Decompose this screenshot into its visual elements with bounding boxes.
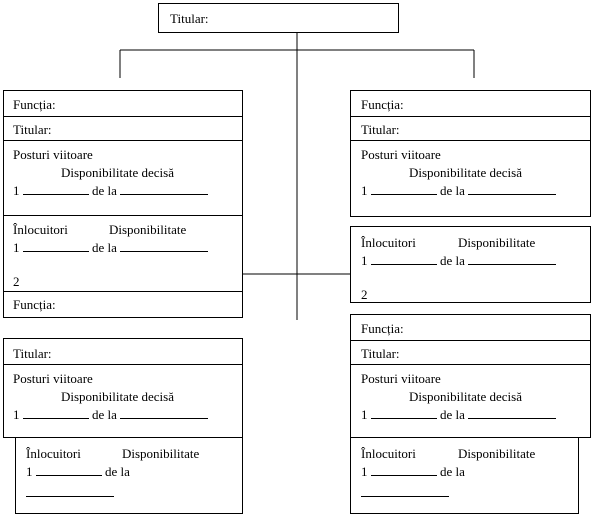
functia-label: Funcția: — [361, 321, 404, 336]
de-la-label: de la — [440, 407, 465, 422]
number-one: 1 — [361, 183, 368, 198]
functia-label: Funcția: — [13, 297, 56, 312]
blank-line — [468, 183, 556, 195]
titular-label: Titular: — [13, 346, 52, 361]
titular-label: Titular: — [361, 122, 400, 137]
blank-line — [120, 183, 208, 195]
disponibilitate-label: Disponibilitate — [458, 235, 536, 250]
blank-line — [371, 253, 437, 265]
de-la-label: de la — [92, 407, 117, 422]
de-la-label: de la — [440, 464, 465, 479]
functia-label: Funcția: — [361, 97, 404, 112]
number-one: 1 — [13, 240, 20, 255]
inlocuitori-label: Înlocuitori — [361, 446, 416, 461]
number-two: 2 — [13, 274, 20, 286]
blank-line — [23, 183, 89, 195]
disponibilitate-label: Disponibilitate — [122, 446, 200, 461]
blank-line — [468, 253, 556, 265]
blank-line — [23, 240, 89, 252]
disponibilitate-decisa-label: Disponibilitate decisă — [61, 389, 175, 404]
disponibilitate-decisa-label: Disponibilitate decisă — [61, 165, 175, 180]
blank-line — [26, 485, 114, 497]
blank-line — [371, 407, 437, 419]
top-titular-box — [158, 3, 399, 33]
left-replacements-card — [15, 437, 243, 514]
posturi-viitoare-label: Posturi viitoare — [361, 371, 441, 386]
inlocuitori-label: Înlocuitori — [361, 235, 416, 250]
blank-line — [36, 464, 102, 476]
de-la-label: de la — [92, 240, 117, 255]
right-position-card — [350, 90, 591, 217]
right-lower-card — [350, 314, 591, 438]
blank-line — [371, 464, 437, 476]
number-one: 1 — [13, 407, 20, 422]
disponibilitate-label: Disponibilitate — [458, 446, 536, 461]
number-one: 1 — [13, 183, 20, 198]
disponibilitate-label: Disponibilitate — [109, 222, 187, 237]
de-la-label: de la — [92, 183, 117, 198]
disponibilitate-decisa-label: Disponibilitate decisă — [409, 165, 523, 180]
left-position-card — [3, 90, 243, 318]
number-one: 1 — [26, 464, 33, 479]
disponibilitate-decisa-label: Disponibilitate decisă — [409, 389, 523, 404]
blank-line — [120, 407, 208, 419]
right-replacements-card — [350, 226, 591, 303]
titular-label: Titular: — [361, 346, 400, 361]
titular-label: Titular: — [13, 122, 52, 137]
right-lower-replacements-card — [350, 437, 579, 514]
blank-line — [371, 183, 437, 195]
de-la-label: de la — [440, 253, 465, 268]
number-two: 2 — [361, 287, 368, 299]
blank-line — [468, 407, 556, 419]
titular-label: Titular: — [170, 11, 209, 26]
number-one: 1 — [361, 464, 368, 479]
posturi-viitoare-label: Posturi viitoare — [13, 371, 93, 386]
number-one: 1 — [361, 253, 368, 268]
blank-line — [120, 240, 208, 252]
blank-line — [361, 485, 449, 497]
functia-label: Funcția: — [13, 97, 56, 112]
blank-line — [23, 407, 89, 419]
posturi-viitoare-label: Posturi viitoare — [361, 147, 441, 162]
left-lower-card — [3, 338, 243, 438]
posturi-viitoare-label: Posturi viitoare — [13, 147, 93, 162]
number-one: 1 — [361, 407, 368, 422]
de-la-label: de la — [105, 464, 130, 479]
inlocuitori-label: Înlocuitori — [26, 446, 81, 461]
de-la-label: de la — [440, 183, 465, 198]
inlocuitori-label: Înlocuitori — [13, 222, 68, 237]
